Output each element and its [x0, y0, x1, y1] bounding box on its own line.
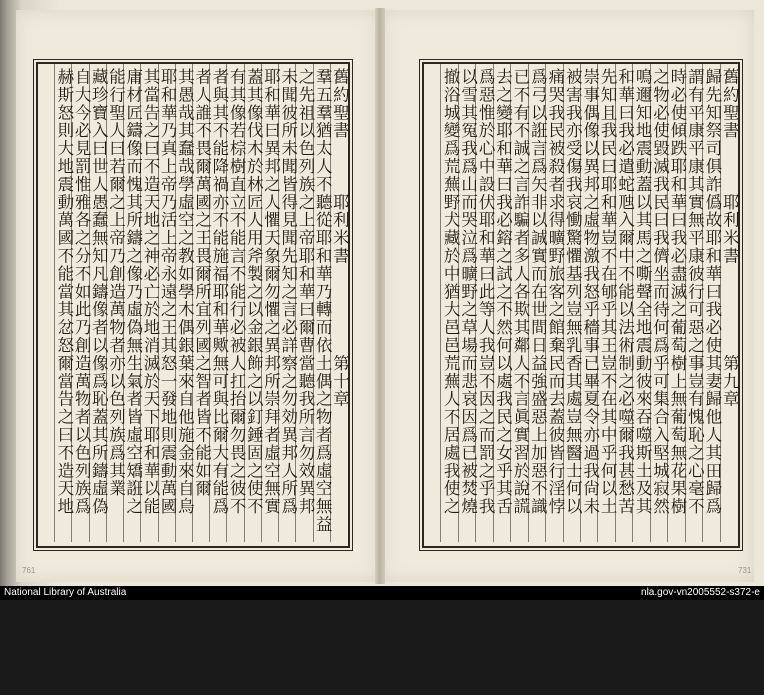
library-name: National Library of Australia [4, 587, 127, 598]
text-column: 和華曰我必遣蛇虺入爾中不能以法術制之必噬爾我甚愁苦 [615, 68, 635, 516]
text-column: 鳴邇知地震動蓋以其馬之嘶聲全地震動彼來吞噬斯土及其 [633, 68, 653, 516]
text-column: 先知且我民曰耶和華豈不在郇乎其王豈不在其中乎何以土 [598, 68, 618, 516]
text-column: 撤浴城變爲荒蕪野犬藏於中猶大邑邑荒蕪人不居處我使之 [441, 68, 461, 516]
text-column: 崇事偶像以異邦之虛物激我怒乎穡事已畢夏令亦過我尙未 [580, 68, 600, 516]
text-column: 爲惡惟於心中設伏耶和華曰此等人我豈不因之而罰之乎我 [476, 68, 496, 516]
text-column: 之先祖以色列族之上帝耶和華曰爾曹當聽我所言勿效異邦 [295, 68, 315, 516]
book-title: 耶利米書 [330, 193, 350, 265]
text-column: 時必使傾跌耶和華曰我必盡滅之葡萄樹上無葡萄無花果樹 [667, 68, 687, 516]
text-column: 去之變耶和華曰我必鎔之試之不然何以處我民之女乎其舌 [493, 68, 513, 516]
text-column: 已不有不誠之言詐騙者多人各欺其鄰人不言眞實習於說謊 [510, 68, 530, 516]
text-column: 者人誰不畏爾萬國之王畏爾所宜列國之智者皆不能如爾 [192, 68, 212, 498]
book-series-title: 舊約聖書 [330, 68, 350, 140]
text-column: 未聞彼所未聞皆得見聞先知之言必詳察之勿効異邦人所爲 [278, 68, 298, 516]
text-column: 其當告之曰不造天地之神必亡於地消滅於天下耶和華以能 [140, 68, 160, 516]
text-column: 歸先知祭司俱詐僞故耶和華曰我必使其妻歸他人其田歸爲 [702, 68, 722, 516]
book-gutter [375, 8, 385, 584]
page-number: 七百二十七 [330, 605, 350, 695]
text-column: 赫斯怒則大地震動萬國不能當其忿怒爾當告之曰不造天地 [54, 68, 74, 516]
chapter-heading: 第十章 [330, 354, 350, 409]
book-title: 耶利米書 [720, 193, 740, 265]
text-column: 自大今必見罰惟雅各之分不如此乃創造萬物者以色列族爲 [72, 68, 92, 516]
text-column: 能行聖人曰若爾之上帝乃創造萬物者亦以色列族爲其業 [106, 68, 126, 498]
text-column: 痛哭我民被殺者求得曠野旅客之館棄民而去蓋彼皆行淫悖 [545, 68, 565, 516]
text-column: 耶和華乃真上帝乃活上帝永遠之王其怒一發地則震動萬國 [158, 68, 178, 516]
text-column: 庸材匠鑄像而愧其所鑄之像乃虛偽無生氣者皆虛空矯誑之 [123, 68, 143, 516]
pencil-note-right: 731 [738, 566, 752, 575]
column-rule [440, 64, 441, 542]
pencil-note-left: 761 [22, 566, 36, 575]
text-column: 者與其不能降禍亦不能施福耶和華歟無可與比爾大有能爲 [209, 68, 229, 516]
text-column: 有其像若棕樹直立不能言不能行必被人扛抬爾勿畏之彼不 [227, 68, 247, 516]
image-identifier: nla.gov-vn2005552-s372-e [641, 587, 760, 598]
text-column: 爲弓以誑言爲矢非以誠實而在世間日益強盛惡上加惡不識 [528, 68, 548, 516]
text-column: 其愚哉其蠢哉學虛空之教如學木偶銀葉來自他施金來自烏 [175, 68, 195, 516]
text-column: 藏珍寶入曰世人愚蠢無知凡鑄像者以像爲恥蓋其所鑄虛偽 [89, 68, 109, 516]
library-attribution-bar [0, 586, 764, 600]
column-rule [54, 64, 55, 542]
text-column: 謂有平康平康其實無平康彼行可惡之事豈有愧恥之心毫不 [685, 68, 705, 516]
page-number: 七百二十六 [720, 605, 740, 695]
chapter-heading: 第九章 [720, 354, 740, 409]
text-column: 被害我亦受傷我哀慟驚懼基列豈無乳香其處豈無醫士何以 [563, 68, 583, 516]
text-column: 羣五羣猶太人不聽從耶和華乃轉而依土偶之物者爲虛空無益 [313, 68, 333, 534]
text-column: 蓋其像伐木於林匠人用斧製之以金銀飾之以釘錘固之使不 [244, 68, 264, 516]
text-column: 耶和華曰異邦之人懼天象爾勿懼之異邦所崇拜者虛空無實 [261, 68, 281, 516]
book-series-title: 舊約聖書 [720, 68, 740, 140]
text-column: 之物必使毀滅我民曰我儕坐而待何爲乎可集合入堅城寂然 [650, 68, 670, 516]
text-column: 以雪其冤我爲山而哭泣爲曠野之草場而悲哀因爲已被焚燒 [458, 68, 478, 516]
